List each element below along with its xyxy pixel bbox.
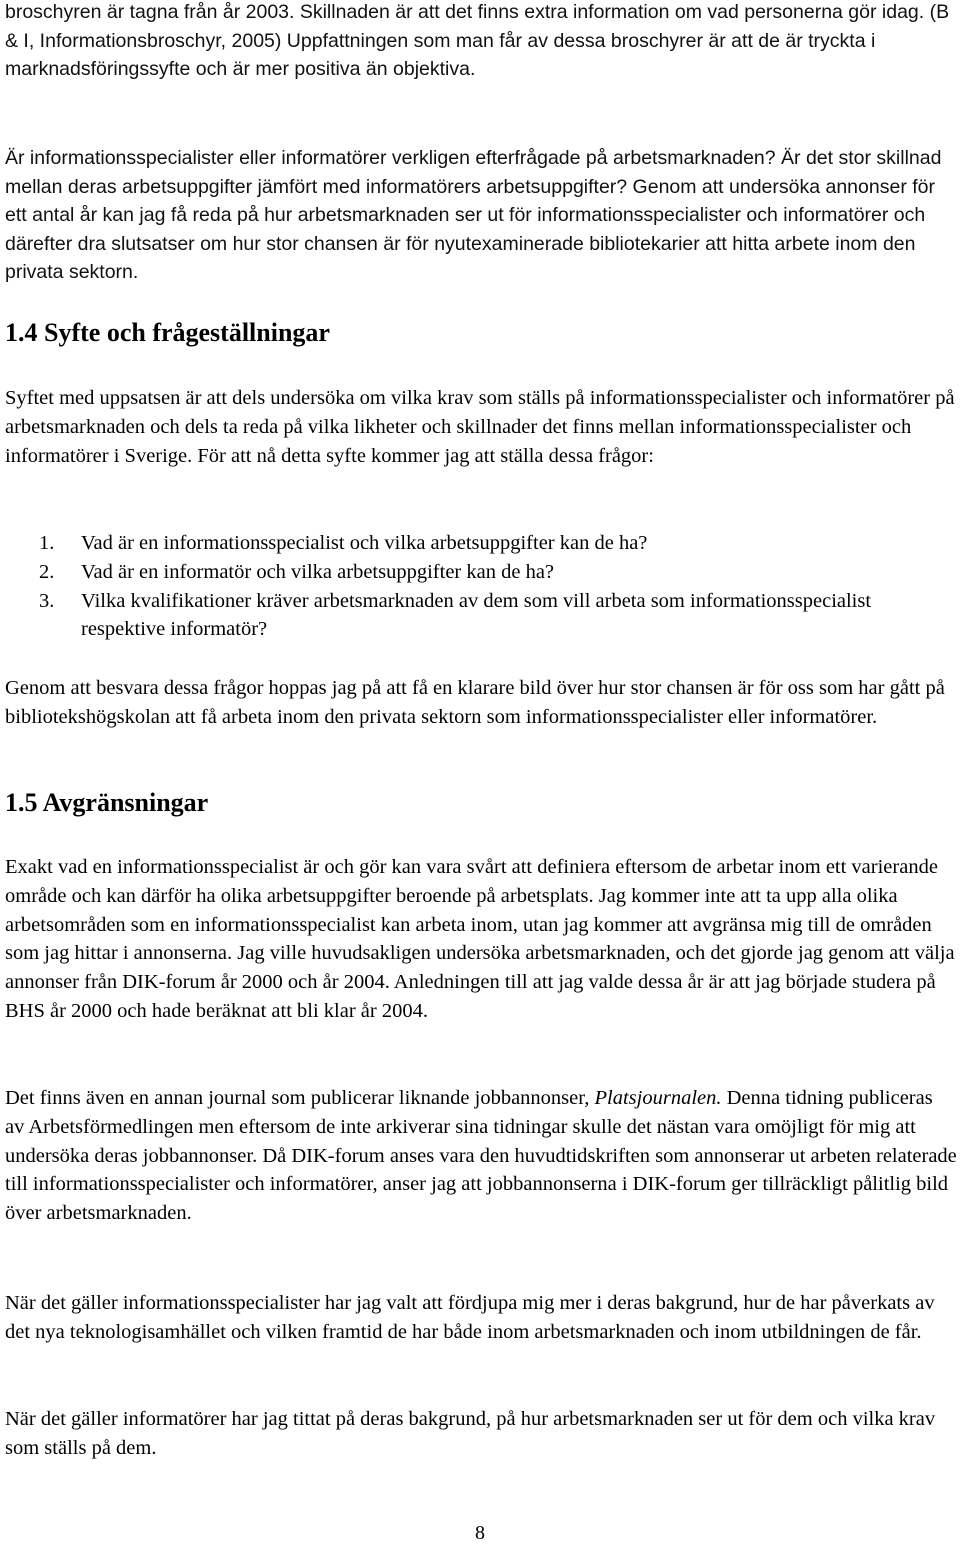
section-1-5-paragraph-3: När det gäller informationsspecialister har jag valt att fördjupa mig mer i deras bakgrund, hur de har påverkats av det nya teknologisamhället och vilken framtid de har både inom arbetsmarknaden och inom utbildningen de får.	[5, 1292, 935, 1343]
heading-1-5: 1.5 Avgränsningar	[5, 788, 209, 817]
section-1-5-paragraph-2: Det finns även en annan journal som publicerar liknande jobbannonser, Platsjournalen. Denna tidning publiceras av Arbetsförmedlingen men eftersom de inte arkiverar sina tidningar skulle det nästan vara omöjligt för mig att undersöka deras jobbannonser. Då DIK-forum anses vara den huvudtidskriften som annonserar ut arbeten relaterade till informationsspecialister och informatörer, anser jag att jobbannonserna i DIK-forum ger tillräckligt pålitlig bild över arbetsmarknaden.	[5, 1087, 957, 1225]
section-1-4-closing: Genom att besvara dessa frågor hoppas jag på att få en klarare bild över hur stor chansen är för oss som har gått på bibliotekshögskolan att få arbeta inom den privata sektorn som informationsspecialister eller informatörer.	[5, 677, 945, 728]
page-number: 8	[475, 1522, 485, 1544]
list-item: 3. Vilka kvalifikationer kräver arbetsmarknaden av dem som vill arbeta som informationsspecialist respektive informatör?	[39, 589, 872, 641]
section-1-4-paragraph: Syftet med uppsatsen är att dels undersöka om vilka krav som ställs på informationsspecialister och informatörer på arbetsmarknaden och dels ta reda på vilka likheter och skillnader det finns mellan informationsspecialister och informatörer i Sverige. För att nå detta syfte kommer jag att ställa dessa frågor:	[5, 387, 955, 467]
heading-1-4: 1.4 Syfte och frågeställningar	[5, 318, 330, 347]
platsjournalen-title: Platsjournalen.	[594, 1087, 722, 1109]
list-item: 1. Vad är en informationsspecialist och vilka arbetsuppgifter kan de ha?	[39, 532, 648, 554]
list-item: 2. Vad är en informatör och vilka arbetsuppgifter kan de ha?	[39, 560, 555, 583]
intro-paragraph: Är informationsspecialister eller informatörer verkligen efterfrågade på arbetsmarknaden? Är det stor skillnad mellan deras arbetsuppgifter jämfört med informatörers arbetsuppgifter? Genom att undersöka annonser för ett antal år kan jag få reda på hur arbetsmarknaden ser ut för informationsspecialister och informatörer och därefter dra slutsatser om hur stor chansen är för nyutexaminerade bibliotekarier att hitta arbete inom den privata sektorn.	[5, 147, 942, 284]
question-list	[39, 529, 939, 644]
section-1-5-paragraph-4: När det gäller informatörer har jag tittat på deras bakgrund, på hur arbetsmarknaden ser ut för dem och vilka krav som ställs på dem.	[5, 1408, 936, 1459]
section-1-5-paragraph-1: Exakt vad en informationsspecialist är och gör kan vara svårt att definiera eftersom de arbetar inom ett varierande område och kan därför ha olika arbetsuppgifter beroende på arbetsplats. Jag kommer inte att ta upp alla olika arbetsområden som en informationsspecialist kan arbeta inom, utan jag kommer att avgränsa mig till de områden som jag hittar i annonserna. Jag ville huvudsakligen undersöka arbetsmarknaden, och det gjorde jag genom att välja annonser från DIK-forum år 2000 och år 2004. Anledningen till att jag valde dessa år är att jag började studera på BHS år 2000 och hade beräknat att bli klar år 2004.	[5, 856, 955, 1022]
top-paragraph: broschyren är tagna från år 2003. Skillnaden är att det finns extra information om vad personerna gör idag. (B & I, Informationsbroschyr, 2005) Uppfattningen som man får av dessa broschyrer är att de är tryckta i marknadsföringssyfte och är mer positiva än objektiva.	[5, 1, 950, 81]
